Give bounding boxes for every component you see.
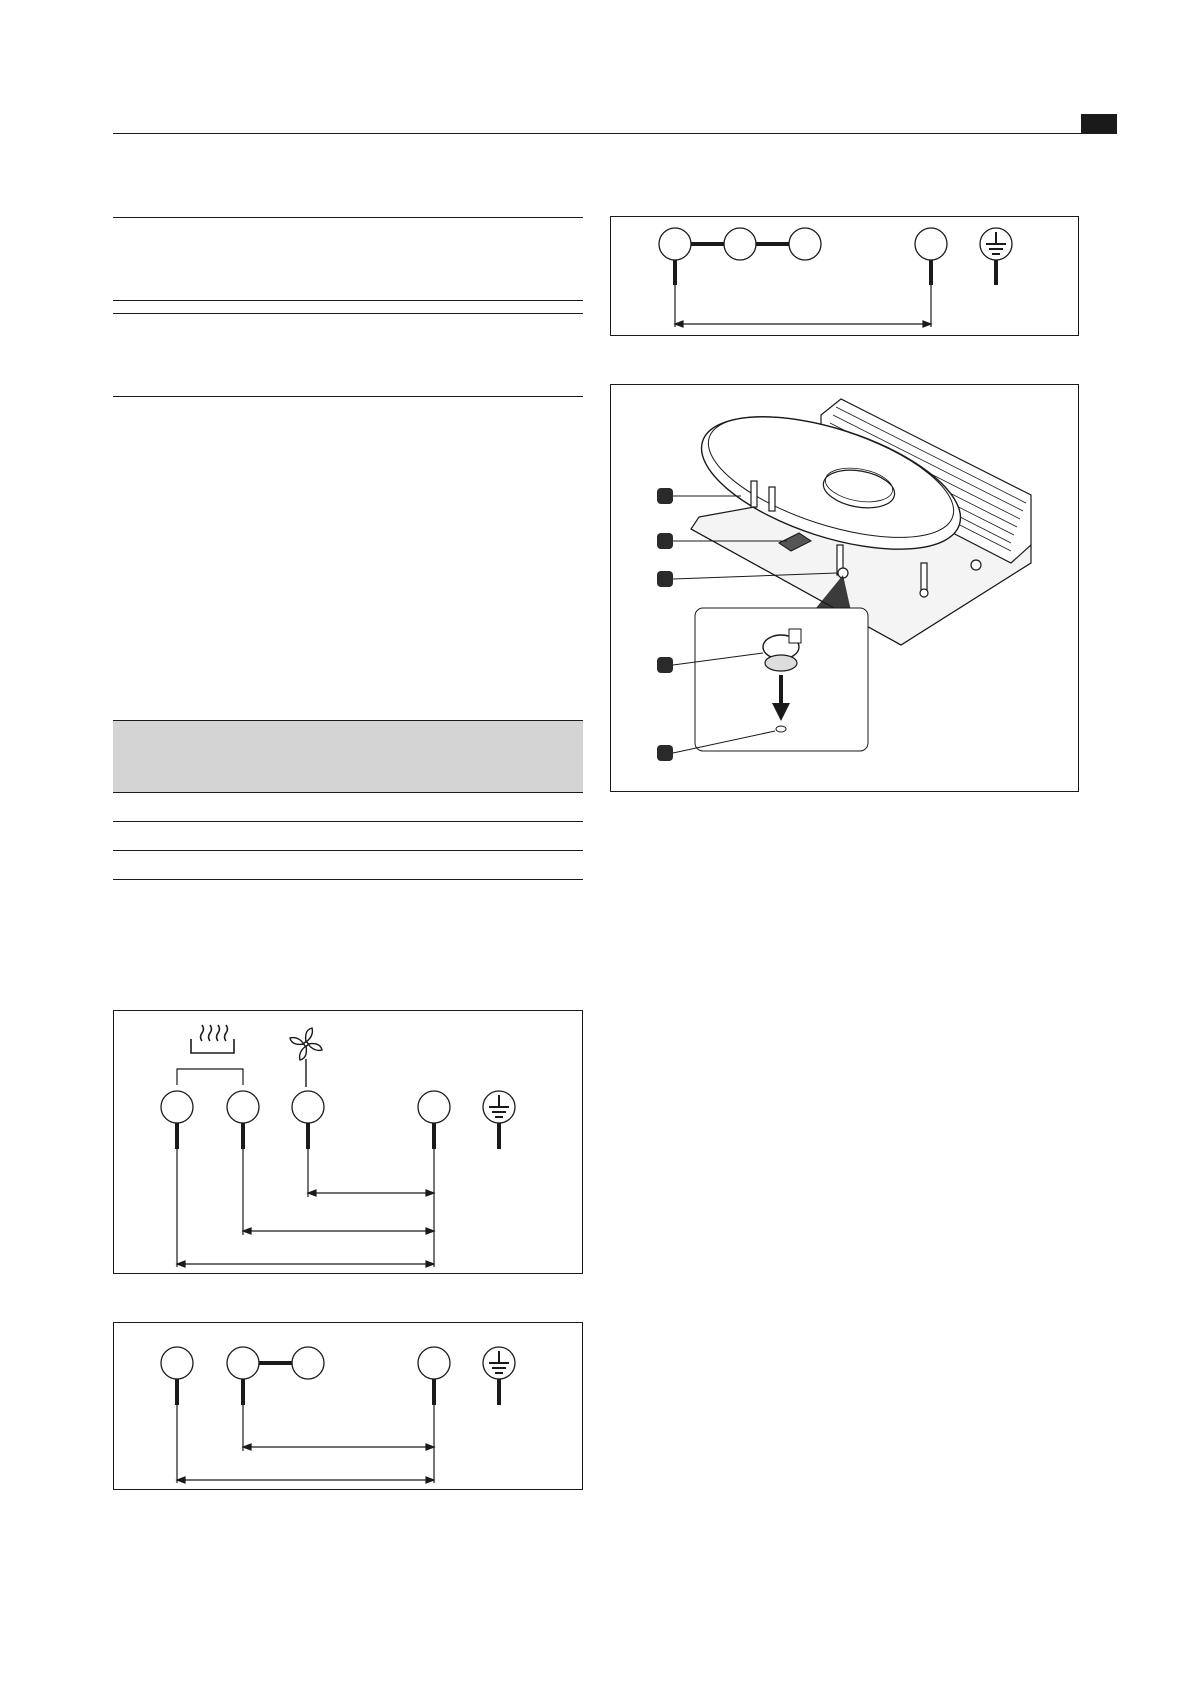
fan-icon bbox=[290, 1028, 322, 1087]
band-bottom-rule bbox=[113, 792, 583, 793]
terminal-circle-icon bbox=[418, 1347, 450, 1379]
table-row-rule-1 bbox=[113, 821, 583, 822]
table-rule-2 bbox=[113, 300, 583, 301]
heating-element-icon bbox=[191, 1025, 234, 1053]
wiring-diagram-three-bridge-svg bbox=[611, 217, 1080, 337]
wiring-diagram-heating-fan-svg bbox=[114, 1011, 584, 1275]
table-row-rule-3 bbox=[113, 879, 583, 880]
terminal-circle-icon bbox=[659, 228, 691, 260]
table-top-rule bbox=[113, 217, 583, 218]
table-rule-4 bbox=[113, 396, 583, 397]
wiring-diagram-three-bridge bbox=[610, 216, 1079, 336]
terminal-circle-icon bbox=[161, 1091, 193, 1123]
header-rule bbox=[113, 133, 1116, 134]
wiring-diagram-two-bridge-svg bbox=[114, 1323, 584, 1491]
table-row-rule-2 bbox=[113, 850, 583, 851]
appliance-figure bbox=[610, 384, 1079, 792]
terminal-circle-icon bbox=[292, 1091, 324, 1123]
band-top-rule bbox=[113, 720, 583, 721]
terminal-circle-icon bbox=[292, 1347, 324, 1379]
terminal-circle-icon bbox=[915, 228, 947, 260]
callout-marker-icon bbox=[657, 571, 673, 587]
header-tab-marker bbox=[1081, 114, 1117, 134]
wiring-diagram-heating-fan bbox=[113, 1010, 583, 1274]
terminal-circle-icon bbox=[418, 1091, 450, 1123]
callout-marker-icon bbox=[657, 745, 673, 761]
terminal-circle-icon bbox=[227, 1091, 259, 1123]
appliance-figure-svg bbox=[611, 385, 1080, 793]
callout-marker-icon bbox=[657, 533, 673, 549]
terminal-circle-icon bbox=[161, 1347, 193, 1379]
terminal-circle-icon bbox=[789, 228, 821, 260]
callout-marker-icon bbox=[657, 657, 673, 673]
table-header-band bbox=[113, 720, 583, 792]
callout-marker-icon bbox=[657, 488, 673, 504]
wiring-diagram-two-bridge bbox=[113, 1322, 583, 1490]
terminal-circle-icon bbox=[227, 1347, 259, 1379]
table-rule-3 bbox=[113, 313, 583, 314]
terminal-circle-icon bbox=[724, 228, 756, 260]
